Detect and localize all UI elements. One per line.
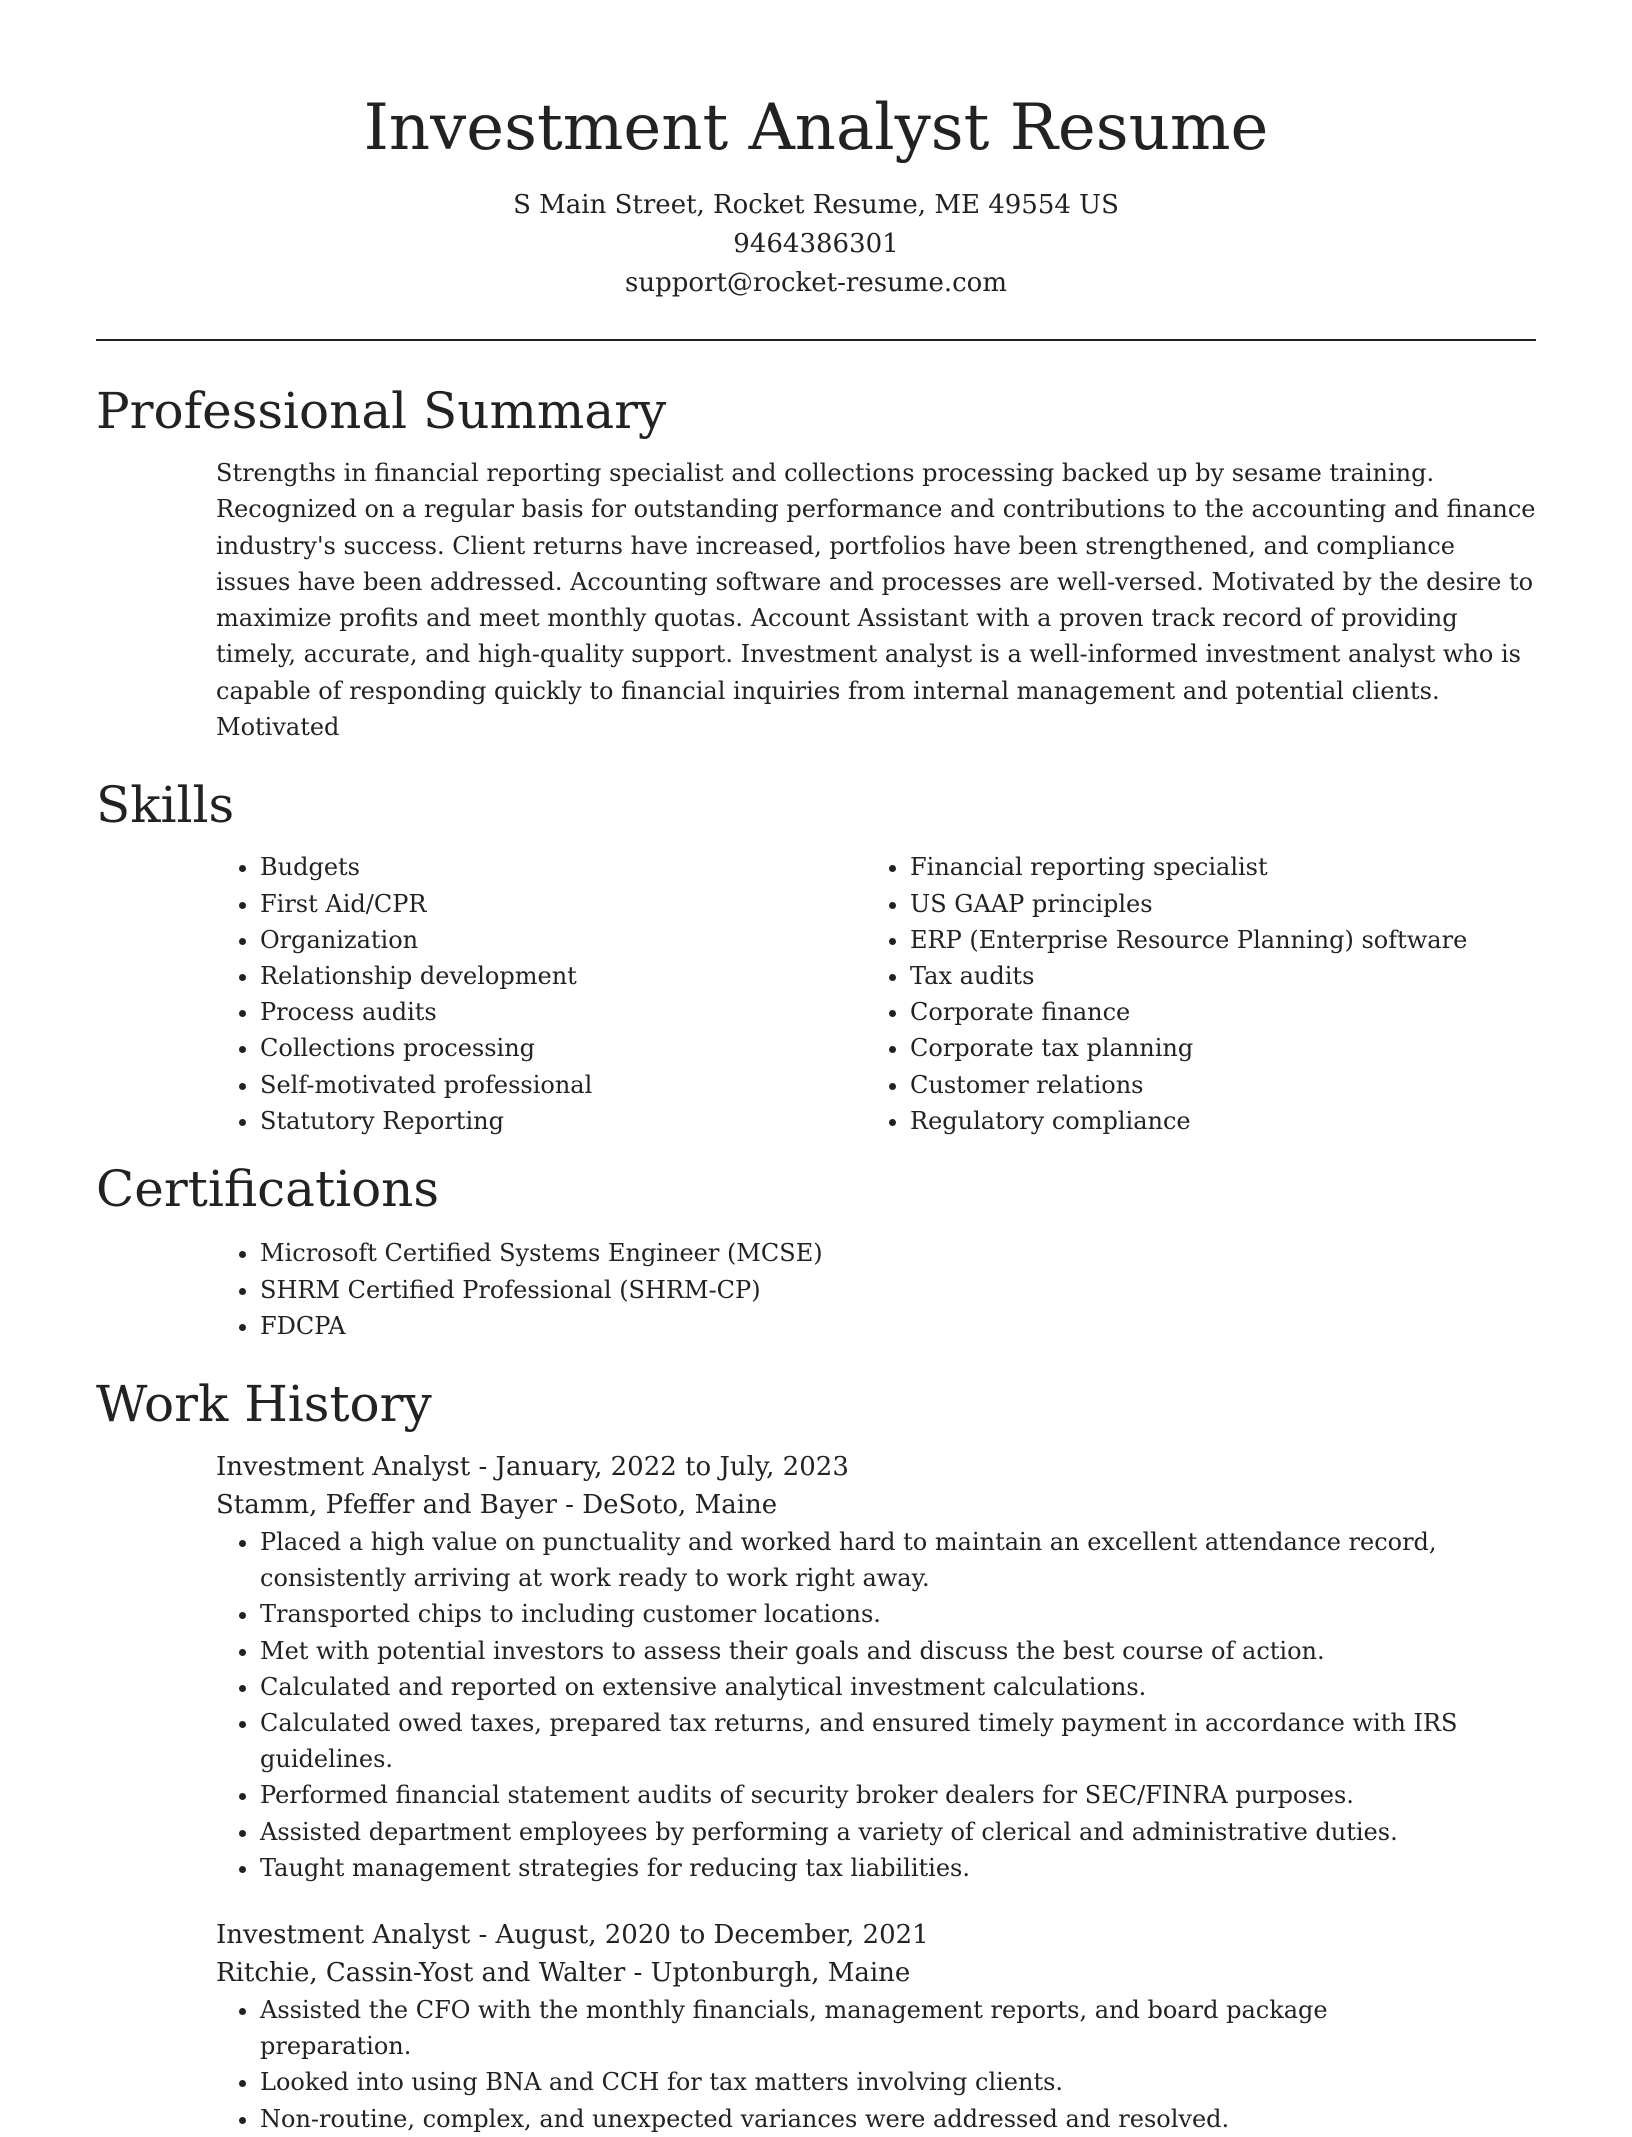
certifications-heading: Certifications (96, 1160, 440, 1219)
work-history-heading: Work History (96, 1374, 432, 1433)
summary-heading: Professional Summary (96, 382, 667, 440)
skill-item: • Statutory Reporting (260, 1103, 960, 1139)
job-bullet: • Transported chips to including customer locations. (260, 1596, 1480, 1632)
job-dates: January, 2022 to July, 2023 (495, 1451, 849, 1482)
skill-item: • Process audits (260, 994, 960, 1030)
job-bullet: • Calculated and reported on extensive analytical investment calculations. (260, 1669, 1480, 1705)
skill-item: • First Aid/CPR (260, 886, 960, 922)
job-company-line: Stamm, Pfeffer and Bayer - DeSoto, Maine (216, 1489, 778, 1520)
job-title: Investment Analyst (216, 1920, 471, 1951)
certifications-section (96, 1159, 1536, 1344)
job-entry (96, 1448, 1536, 1886)
skill-item: • Organization (260, 922, 960, 958)
certification-item: • FDCPA (260, 1308, 1536, 1344)
job-bullet: • Assisted the CFO with the monthly financials, management reports, and board package preparation. (260, 1992, 1480, 2064)
job-location: DeSoto, Maine (582, 1489, 778, 1520)
job-bullet: • Calculated owed taxes, prepared tax returns, and ensured timely payment in accordance with IRS guidelines. (260, 1705, 1480, 1777)
skills-right-list (746, 849, 1632, 1139)
job-company: Ritchie, Cassin-Yost and Walter (216, 1958, 626, 1989)
skill-item: • Collections processing (260, 1030, 960, 1066)
skill-item: • Budgets (260, 849, 960, 885)
summary-text: Strengths in financial reporting specialist and collections processing backed up by sesame training. Recognized on a regular basis for outstanding performance and contributions to the accounting and finance industry's success. Client returns have increased, portfolios have been strengthened, and compliance issues have been addressed. Accounting software and processes are well-versed. Motivated by the desire to maximize profits and meet monthly quotas. Account Assistant with a proven track record of providing timely, accurate, and high-quality support. Investment analyst is a well-informed investment analyst who is capable of responding quickly to financial inquiries from internal management and potential clients. Motivated (216, 459, 1536, 742)
job-bullet: • Assisted department employees by performing a variety of clerical and administrative duties. (260, 1814, 1480, 1850)
skill-item: • Customer relations (910, 1067, 1632, 1103)
job-title-line: Investment Analyst - August, 2020 to December, 2021 (216, 1920, 929, 1951)
resume-title: Investment Analyst Resume (363, 91, 1269, 165)
summary-section (96, 381, 1536, 745)
job-title: Investment Analyst (216, 1451, 471, 1482)
certification-item: • SHRM Certified Professional (SHRM-CP) (260, 1272, 1536, 1308)
job-title-line: Investment Analyst - January, 2022 to July, 2023 (216, 1451, 849, 1482)
skill-item: • ERP (Enterprise Resource Planning) software (910, 922, 1632, 958)
skill-item: • US GAAP principles (910, 886, 1632, 922)
skills-section (96, 775, 1536, 1141)
job-bullet: • Met with potential investors to assess their goals and discuss the best course of action. (260, 1633, 1480, 1669)
skill-item: • Regulatory compliance (910, 1103, 1632, 1139)
work-history-section (96, 1374, 1536, 2137)
skill-item: • Corporate finance (910, 994, 1632, 1030)
job-bullets (96, 1524, 1480, 1886)
resume-page (96, 0, 1536, 2137)
job-bullets (96, 1992, 1480, 2137)
job-dates: August, 2020 to December, 2021 (495, 1920, 929, 1951)
job-entry (96, 1916, 1536, 2137)
contact-block (96, 186, 1536, 303)
certifications-list (96, 1235, 1536, 1344)
job-bullet: • Performed financial statement audits of security broker dealers for SEC/FINRA purposes. (260, 1777, 1480, 1813)
certification-item: • Microsoft Certified Systems Engineer (MCSE) (260, 1235, 1536, 1271)
contact-email: support@rocket-resume.com (624, 268, 1007, 298)
skill-item: • Relationship development (260, 958, 960, 994)
job-bullet: • Taught management strategies for reducing tax liabilities. (260, 1850, 1480, 1886)
contact-phone: 9464386301 (733, 229, 899, 259)
skills-heading: Skills (96, 776, 235, 835)
skill-item: • Self-motivated professional (260, 1067, 960, 1103)
job-location: Uptonburgh, Maine (650, 1958, 911, 1989)
skills-columns (96, 849, 1536, 1141)
job-company-line: Ritchie, Cassin-Yost and Walter - Uptonburgh, Maine (216, 1958, 911, 1989)
skill-item: • Financial reporting specialist (910, 849, 1632, 885)
skill-item: • Corporate tax planning (910, 1030, 1632, 1066)
contact-address: S Main Street, Rocket Resume, ME 49554 US (513, 190, 1119, 220)
job-company: Stamm, Pfeffer and Bayer (216, 1489, 557, 1520)
job-bullet: • Non-routine, complex, and unexpected variances were addressed and resolved. (260, 2101, 1480, 2137)
skill-item: • Tax audits (910, 958, 1632, 994)
header-divider (96, 339, 1536, 341)
job-bullet: • Looked into using BNA and CCH for tax matters involving clients. (260, 2064, 1480, 2100)
job-bullet: • Placed a high value on punctuality and worked hard to maintain an excellent attendance record, consistently arriving at work ready to work right away. (260, 1524, 1480, 1596)
